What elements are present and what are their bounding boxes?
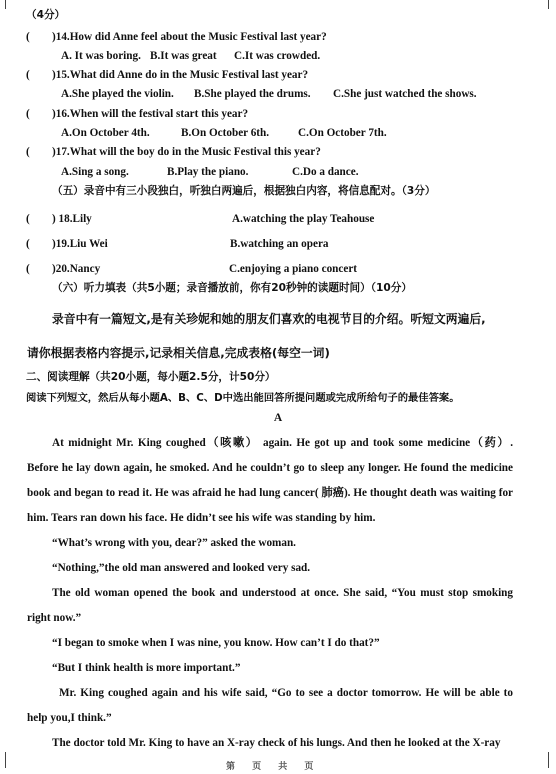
passage-paragraph-7: Mr. King coughed again and his wife said, “Go to see a doctor tomorrow. He will be able to help you,I think.” [27, 687, 513, 724]
option-b: B.On October 6th. [181, 127, 270, 139]
match-left: )20.Nancy [52, 263, 101, 275]
passage-paragraph-4: The old woman opened the book and understood at once. She said, “You must stop smoking right now.” [27, 587, 513, 624]
match-right: A.watching the play Teahouse [232, 213, 375, 225]
answer-paren: ( [26, 69, 30, 81]
part-2-title: 二、阅读理解（共20小题，每小题2.5分，计50分） [26, 371, 276, 383]
corner-mark-top-right [548, 0, 549, 9]
option-a: A.On October 4th. [61, 127, 150, 139]
section-5-title: （五）录音中有三小段独白，听独白两遍后，根据独白内容，将信息配对。（3分） [52, 185, 436, 197]
option-a: A. It was boring. [61, 50, 141, 62]
question-stem: )16.When will the festival start this year? [52, 108, 249, 120]
passage-paragraph-2: “What’s wrong with you, dear?” asked the woman. [52, 537, 296, 549]
question-stem: )14.How did Anne feel about the Music Festival last year? [52, 31, 327, 43]
answer-paren: ( [26, 213, 30, 225]
question-stem: )15.What did Anne do in the Music Festival last year? [52, 69, 309, 81]
option-a: A.Sing a song. [61, 166, 129, 178]
answer-paren: ( [26, 146, 30, 158]
section-6-intro-line-1: 录音中有一篇短文,是有关珍妮和她的朋友们喜欢的电视节目的介绍。听短文两遍后, [52, 312, 486, 326]
passage-label: A [273, 412, 283, 424]
option-b: B.She played the drums. [194, 88, 311, 100]
option-b: B.Play the piano. [167, 166, 249, 178]
match-left: )19.Liu Wei [52, 238, 108, 250]
question-stem: )17.What will the boy do in the Music Festival this year? [52, 146, 321, 158]
answer-paren: ( [26, 238, 30, 250]
answer-paren: ( [26, 31, 30, 43]
part-2-instruction: 阅读下列短文，然后从每小题A、B、C、D中选出能回答所提问题或完成所给句子的最佳答案。 [26, 392, 460, 404]
passage-paragraph-5: “I began to smoke when I was nine, you know. How can’t I do that?” [52, 637, 380, 649]
corner-mark-top-left [5, 0, 6, 9]
section-6-title: （六）听力填表（共5小题；录音播放前，你有20秒钟的读题时间）（10分） [52, 282, 412, 294]
passage-paragraph-1: At midnight Mr. King coughed（咳嗽） again. He got up and took some medicine（药）. Before he lay down again, he smoked. And he couldn’t go to sleep any longer. He found the medicine book and began to read it. He was afraid he had lung cancer( 肺癌). He thought death was waiting for him. Tears ran down his face. He didn’t see his wife was standing by him. [27, 437, 513, 524]
page-footer: 第 页 共 页 [226, 762, 314, 772]
answer-paren: ( [26, 263, 30, 275]
answer-paren: ( [26, 108, 30, 120]
option-c: C.She just watched the shows. [333, 88, 477, 100]
match-right: B.watching an opera [230, 238, 329, 250]
corner-mark-bottom-left [5, 752, 6, 768]
passage-paragraph-6: “But I think health is more important.” [52, 662, 241, 674]
option-c: C.It was crowded. [234, 50, 321, 62]
score-note: （4分） [26, 9, 66, 21]
corner-mark-bottom-right [548, 752, 549, 768]
passage-paragraph-8: The doctor told Mr. King to have an X-ray check of his lungs. And then he looked at the X-ray [52, 737, 501, 749]
option-b: B.It was great [150, 50, 217, 62]
option-c: C.Do a dance. [292, 166, 359, 178]
passage-paragraph-3: “Nothing,”the old man answered and looked very sad. [52, 562, 311, 574]
option-a: A.She played the violin. [61, 88, 174, 100]
match-right: C.enjoying a piano concert [229, 263, 358, 275]
option-c: C.On October 7th. [298, 127, 387, 139]
section-6-intro-line-2: 请你根据表格内容提示,记录相关信息,完成表格(每空一词) [27, 346, 330, 360]
match-left: ) 18.Lily [52, 213, 92, 225]
